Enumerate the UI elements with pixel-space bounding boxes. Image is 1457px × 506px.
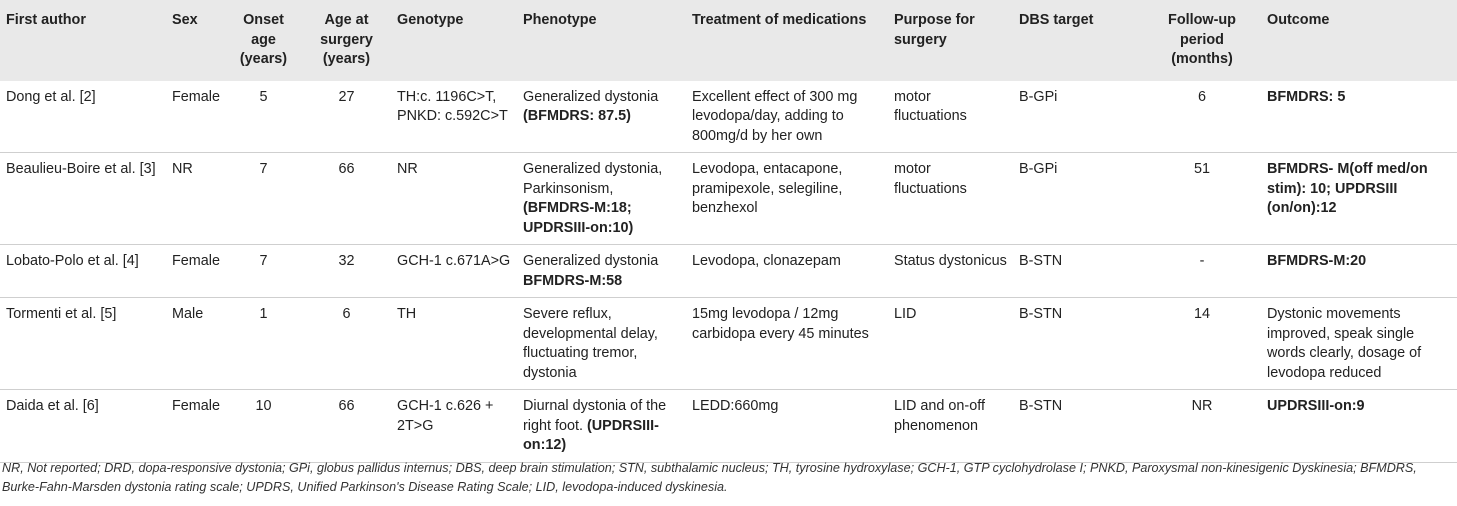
cell-phenotype bbox=[517, 298, 686, 390]
cell-followup: - bbox=[1143, 245, 1261, 298]
cell-author: Dong et al. [2] bbox=[0, 81, 166, 153]
header-sex: Sex bbox=[172, 12, 198, 28]
table-row bbox=[0, 245, 1457, 298]
cell-sex: NR bbox=[166, 153, 225, 245]
cell-genotype: TH bbox=[391, 298, 517, 390]
cell-followup: 14 bbox=[1143, 298, 1261, 390]
phenotype-score: (UPDRSIII-on:12) bbox=[523, 417, 659, 453]
cell-phenotype bbox=[517, 245, 686, 298]
cell-purpose: LID and on-off phenomenon bbox=[888, 390, 1013, 463]
cell-target: B-GPi bbox=[1013, 153, 1143, 245]
header-treatment: Treatment of medications bbox=[692, 12, 867, 28]
table-footnote: NR, Not reported; DRD, dopa-responsive dystonia; GPi, globus pallidus internus; DBS, deep brain stimulation; STN, subthalamic nucleus; TH, tyrosine hydroxylase; GCH-1, GTP cyclohydrolase I; PNKD, Paroxysmal non-kinesigenic Dyskinesia; BFMDRS, Burke-Fahn-Marsden dystonia rating scale; UPDRS, Unified Parkinson's Disease Rating Scale; LID, levodopa-induced dyskinesia. bbox=[2, 461, 1417, 494]
cell-age-surgery: 27 bbox=[302, 81, 391, 153]
phenotype-score: (BFMDRS-M:18; UPDRSIII-on:10) bbox=[523, 200, 634, 236]
cell-sex: Male bbox=[166, 298, 225, 390]
cell-purpose: LID bbox=[888, 298, 1013, 390]
header-followup: Follow-up period (months) bbox=[1168, 12, 1236, 67]
header-row bbox=[0, 0, 1457, 81]
cell-treatment: LEDD:660mg bbox=[686, 390, 888, 463]
cell-target: B-STN bbox=[1013, 245, 1143, 298]
cell-onset: 7 bbox=[225, 153, 302, 245]
phenotype-score: BFMDRS-M:58 bbox=[523, 272, 623, 289]
cell-outcome: BFMDRS-M:20 bbox=[1261, 245, 1457, 298]
cell-sex: Female bbox=[166, 245, 225, 298]
phenotype-text: Generalized dystonia bbox=[523, 88, 659, 105]
header-phenotype: Phenotype bbox=[523, 12, 597, 28]
cell-phenotype bbox=[517, 390, 686, 463]
cell-target: B-STN bbox=[1013, 390, 1143, 463]
table-header bbox=[0, 0, 1457, 81]
cell-outcome: BFMDRS: 5 bbox=[1261, 81, 1457, 153]
header-purpose: Purpose for surgery bbox=[894, 12, 975, 48]
cell-age-surgery: 32 bbox=[302, 245, 391, 298]
header-target: DBS target bbox=[1019, 12, 1094, 28]
header-onset: Onset age (years) bbox=[239, 12, 288, 67]
cell-target: B-GPi bbox=[1013, 81, 1143, 153]
phenotype-text: Generalized dystonia, Parkinsonism, bbox=[523, 161, 663, 197]
cell-target: B-STN bbox=[1013, 298, 1143, 390]
cell-onset: 5 bbox=[225, 81, 302, 153]
cell-genotype: GCH-1 c.671A>G bbox=[391, 245, 517, 298]
cell-onset: 7 bbox=[225, 245, 302, 298]
cell-followup: NR bbox=[1143, 390, 1261, 463]
cell-genotype: NR bbox=[391, 153, 517, 245]
cell-sex: Female bbox=[166, 81, 225, 153]
cell-treatment: 15mg levodopa / 12mg carbidopa every 45 minutes bbox=[686, 298, 888, 390]
cell-onset: 1 bbox=[225, 298, 302, 390]
cell-treatment: Excellent effect of 300 mg levodopa/day, adding to 800mg/d by her own bbox=[686, 81, 888, 153]
cell-phenotype bbox=[517, 81, 686, 153]
cell-outcome: UPDRSIII-on:9 bbox=[1261, 390, 1457, 463]
header-genotype: Genotype bbox=[397, 12, 464, 28]
cell-followup: 6 bbox=[1143, 81, 1261, 153]
phenotype-text: Severe reflux, developmental delay, fluctuating tremor, dystonia bbox=[523, 306, 658, 381]
cell-genotype: GCH-1 c.626 + 2T>G bbox=[391, 390, 517, 463]
cell-age-surgery: 66 bbox=[302, 390, 391, 463]
cell-age-surgery: 6 bbox=[302, 298, 391, 390]
cell-phenotype bbox=[517, 153, 686, 245]
header-author: First author bbox=[6, 12, 86, 28]
cell-purpose: motor fluctuations bbox=[888, 153, 1013, 245]
cell-treatment: Levodopa, clonazepam bbox=[686, 245, 888, 298]
table-row bbox=[0, 390, 1457, 463]
table-body bbox=[0, 81, 1457, 463]
header-outcome: Outcome bbox=[1267, 12, 1330, 28]
cell-outcome: BFMDRS- M(off med/on stim): 10; UPDRSIII (on/on):12 bbox=[1261, 153, 1457, 245]
table-row bbox=[0, 298, 1457, 390]
phenotype-text: Diurnal dystonia of the right foot. bbox=[523, 398, 667, 434]
cell-author: Lobato-Polo et al. [4] bbox=[0, 245, 166, 298]
table-row bbox=[0, 153, 1457, 245]
cell-purpose: motor fluctuations bbox=[888, 81, 1013, 153]
cell-sex: Female bbox=[166, 390, 225, 463]
header-age-surgery: Age at surgery (years) bbox=[320, 12, 373, 67]
cell-followup: 51 bbox=[1143, 153, 1261, 245]
cell-outcome: Dystonic movements improved, speak single words clearly, dosage of levodopa reduced bbox=[1261, 298, 1457, 390]
phenotype-score: (BFMDRS: 87.5) bbox=[523, 108, 631, 124]
cell-age-surgery: 66 bbox=[302, 153, 391, 245]
phenotype-text: Generalized dystonia bbox=[523, 253, 659, 269]
cell-purpose: Status dystonicus bbox=[888, 245, 1013, 298]
table-row bbox=[0, 81, 1457, 153]
cell-author: Beaulieu-Boire et al. [3] bbox=[0, 153, 166, 245]
cell-treatment: Levodopa, entacapone, pramipexole, selegiline, benzhexol bbox=[686, 153, 888, 245]
cell-author: Daida et al. [6] bbox=[0, 390, 166, 463]
cell-genotype: TH:c. 1196C>T, PNKD: c.592C>T bbox=[391, 81, 517, 153]
cell-onset: 10 bbox=[225, 390, 302, 463]
cell-author: Tormenti et al. [5] bbox=[0, 298, 166, 390]
